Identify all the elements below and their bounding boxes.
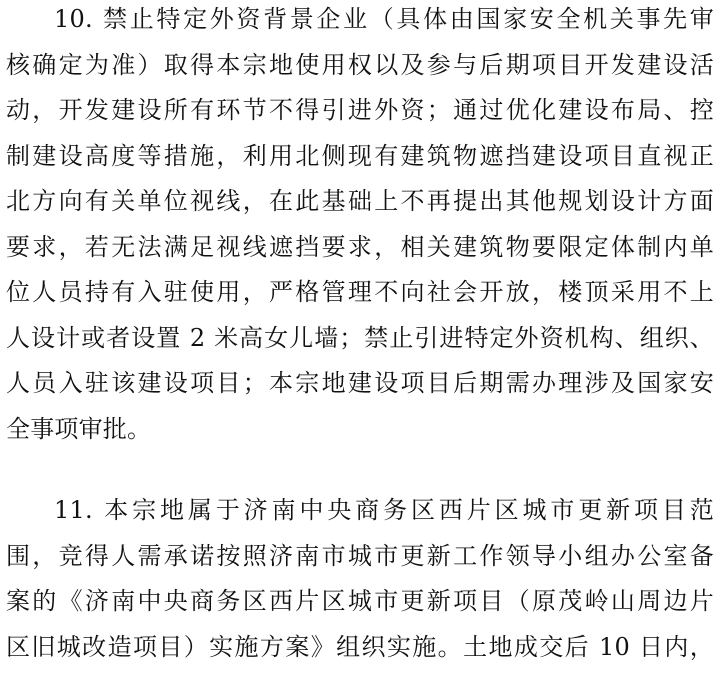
- paragraph-line: 要求，若无法满足视线遮挡要求，相关建筑物要限定体制内单: [6, 232, 714, 261]
- paragraph-11: [6, 488, 714, 670]
- paragraph-line: 位人员持有入驻使用，严格管理不向社会开放，楼顶采用不上: [6, 278, 714, 306]
- paragraph-line: 动，开发建设所有环节不得引进外资；通过优化建设布局、控: [6, 96, 714, 124]
- paragraph-line: 全事项审批。: [6, 414, 152, 443]
- paragraph-line: 区旧城改造项目）实施方案》组织实施。土地成交后 10 日内，: [6, 632, 714, 661]
- paragraph-line: 制建设高度等措施，利用北侧现有建筑物遮挡建设项目直视正: [6, 141, 714, 170]
- paragraph-line: 北方向有关单位视线，在此基础上不再提出其他规划设计方面: [6, 187, 714, 215]
- paragraph-line: 案的《济南中央商务区西片区城市更新项目（原茂岭山周边片: [6, 587, 714, 615]
- paragraph-line: 人设计或者设置 2 米高女儿墙；禁止引进特定外资机构、组织、: [6, 323, 714, 352]
- paragraph-line: 10. 禁止特定外资背景企业（具体由国家安全机关事先审: [54, 5, 714, 33]
- paragraph-line: 11. 本宗地属于济南中央商务区西片区城市更新项目范: [54, 496, 714, 524]
- paragraph-line: 核确定为准）取得本宗地使用权以及参与后期项目开发建设活: [6, 50, 714, 79]
- paragraph-line: 围，竞得人需承诺按照济南市城市更新工作领导小组办公室备: [6, 541, 714, 570]
- paragraph-10: [6, 0, 714, 452]
- paragraph-line: 人员入驻该建设项目；本宗地建设项目后期需办理涉及国家安: [6, 369, 714, 397]
